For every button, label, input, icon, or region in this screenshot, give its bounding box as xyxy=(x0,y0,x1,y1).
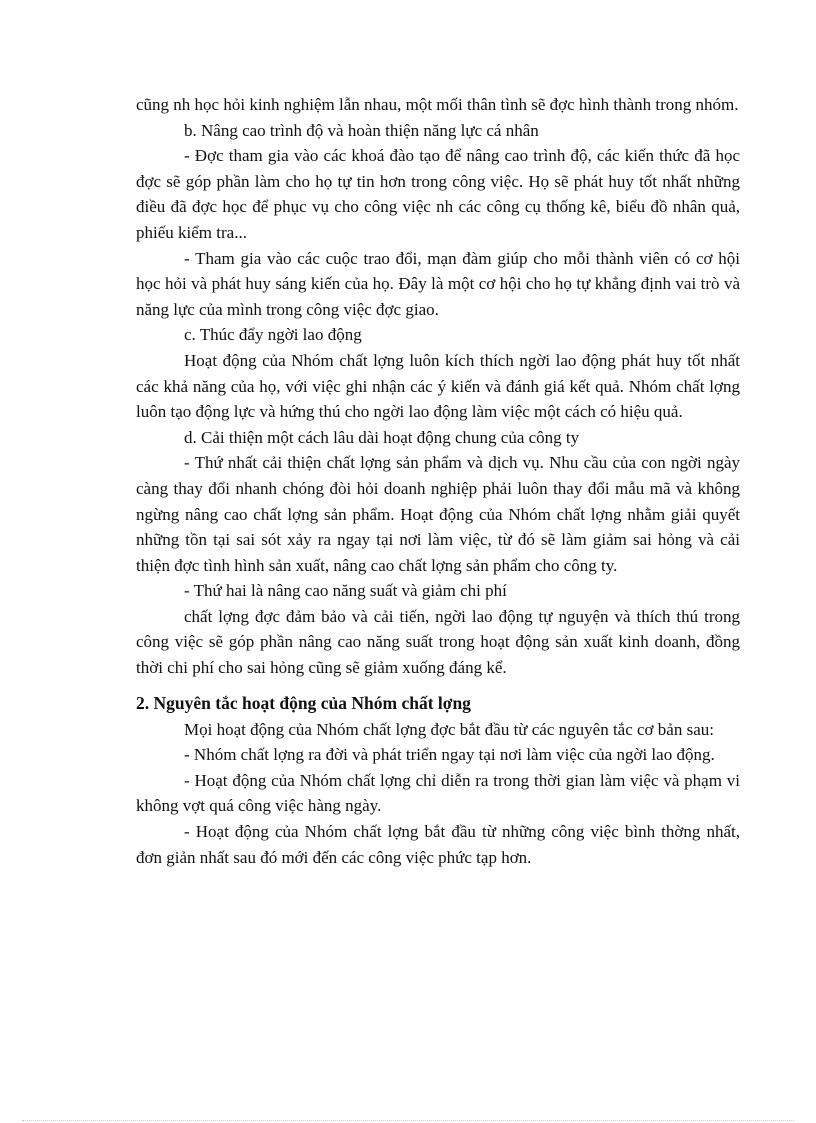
paragraph: cũng nh học hỏi kinh nghiệm lẫn nhau, một mối thân tình sẽ đợc hình thành trong nhóm. xyxy=(136,95,739,114)
paragraph: - Thứ hai là nâng cao năng suất và giảm chi phí xyxy=(184,581,507,601)
body-text-part-1 xyxy=(136,92,740,681)
subheading-c: c. Thúc đẩy ngời lao động xyxy=(184,325,362,345)
section-heading: 2. Nguyên tắc hoạt động của Nhóm chất lợng xyxy=(136,692,471,713)
paragraph: - Hoạt động của Nhóm chất lợng bắt đầu từ những công việc bình thờng nhất, đơn giản nhất sau đó mới đến các công việc phức tạp hơn. xyxy=(136,822,740,867)
paragraph: - Đợc tham gia vào các khoá đào tạo để nâng cao trình độ, các kiến thức đã học đợc sẽ góp phần làm cho họ tự tin hơn trong công việc. Họ sẽ phát huy tốt nhất những điều đã đợc học để phục vụ cho công việc nh các công cụ thống kê, biểu đồ nhân quả, phiếu kiểm tra... xyxy=(136,146,740,242)
document-page xyxy=(136,92,740,870)
paragraph: - Tham gia vào các cuộc trao đổi, mạn đàm giúp cho mỗi thành viên có cơ hội học hỏi và phát huy sáng kiến của họ. Đây là một cơ hội cho họ tự khẳng định vai trò và năng lực của mình trong công việc đợc giao. xyxy=(136,248,740,319)
paragraph: - Nhóm chất lợng ra đời và phát triển ngay tại nơi làm việc của ngời lao động. xyxy=(184,745,715,765)
paragraph: Hoạt động của Nhóm chất lợng luôn kích thích ngời lao động phát huy tốt nhất các khả năng của họ, với việc ghi nhận các ý kiến và đánh giá kết quả. Nhóm chất lợng luôn tạo động lực và hứng thú cho ngời lao động làm việc một cách có hiệu quả. xyxy=(136,350,740,422)
paragraph: chất lợng đợc đảm bảo và cải tiến, ngời lao động tự nguyện và thích thú trong công việc sẽ góp phần nâng cao năng suất trong hoạt động sản xuất kinh doanh, đồng thời chi phí cho sai hỏng cũng sẽ giảm xuống đáng kể. xyxy=(136,606,740,678)
body-text-part-2 xyxy=(136,717,740,871)
subheading-b: b. Nâng cao trình độ và hoàn thiện năng lực cá nhân xyxy=(184,120,539,140)
subheading-d: d. Cải thiện một cách lâu dài hoạt động chung của công ty xyxy=(184,427,580,447)
paragraph: - Hoạt động của Nhóm chất lợng chỉ diễn ra trong thời gian làm việc và phạm vi không vợt quá công việc hàng ngày. xyxy=(136,770,740,816)
page-bottom-divider xyxy=(22,1120,794,1121)
paragraph: Mọi hoạt động của Nhóm chất lợng đợc bắt đầu từ các nguyên tắc cơ bản sau: xyxy=(184,719,714,739)
paragraph: - Thứ nhất cải thiện chất lợng sản phẩm và dịch vụ. Nhu cầu của con ngời ngày càng thay đổi nhanh chóng đòi hỏi doanh nghiệp phải luôn thay đổi mẫu mã và không ngừng nâng cao chất lợng sản phẩm. Hoạt động của Nhóm chất lợng nhằm giải quyết những tồn tại sai sót xảy ra ngay tại nơi làm việc, từ đó sẽ làm giảm sai hỏng và cải thiện đợc tình hình sản xuất, nâng cao chất lợng sản phẩm cho công ty. xyxy=(136,453,740,575)
